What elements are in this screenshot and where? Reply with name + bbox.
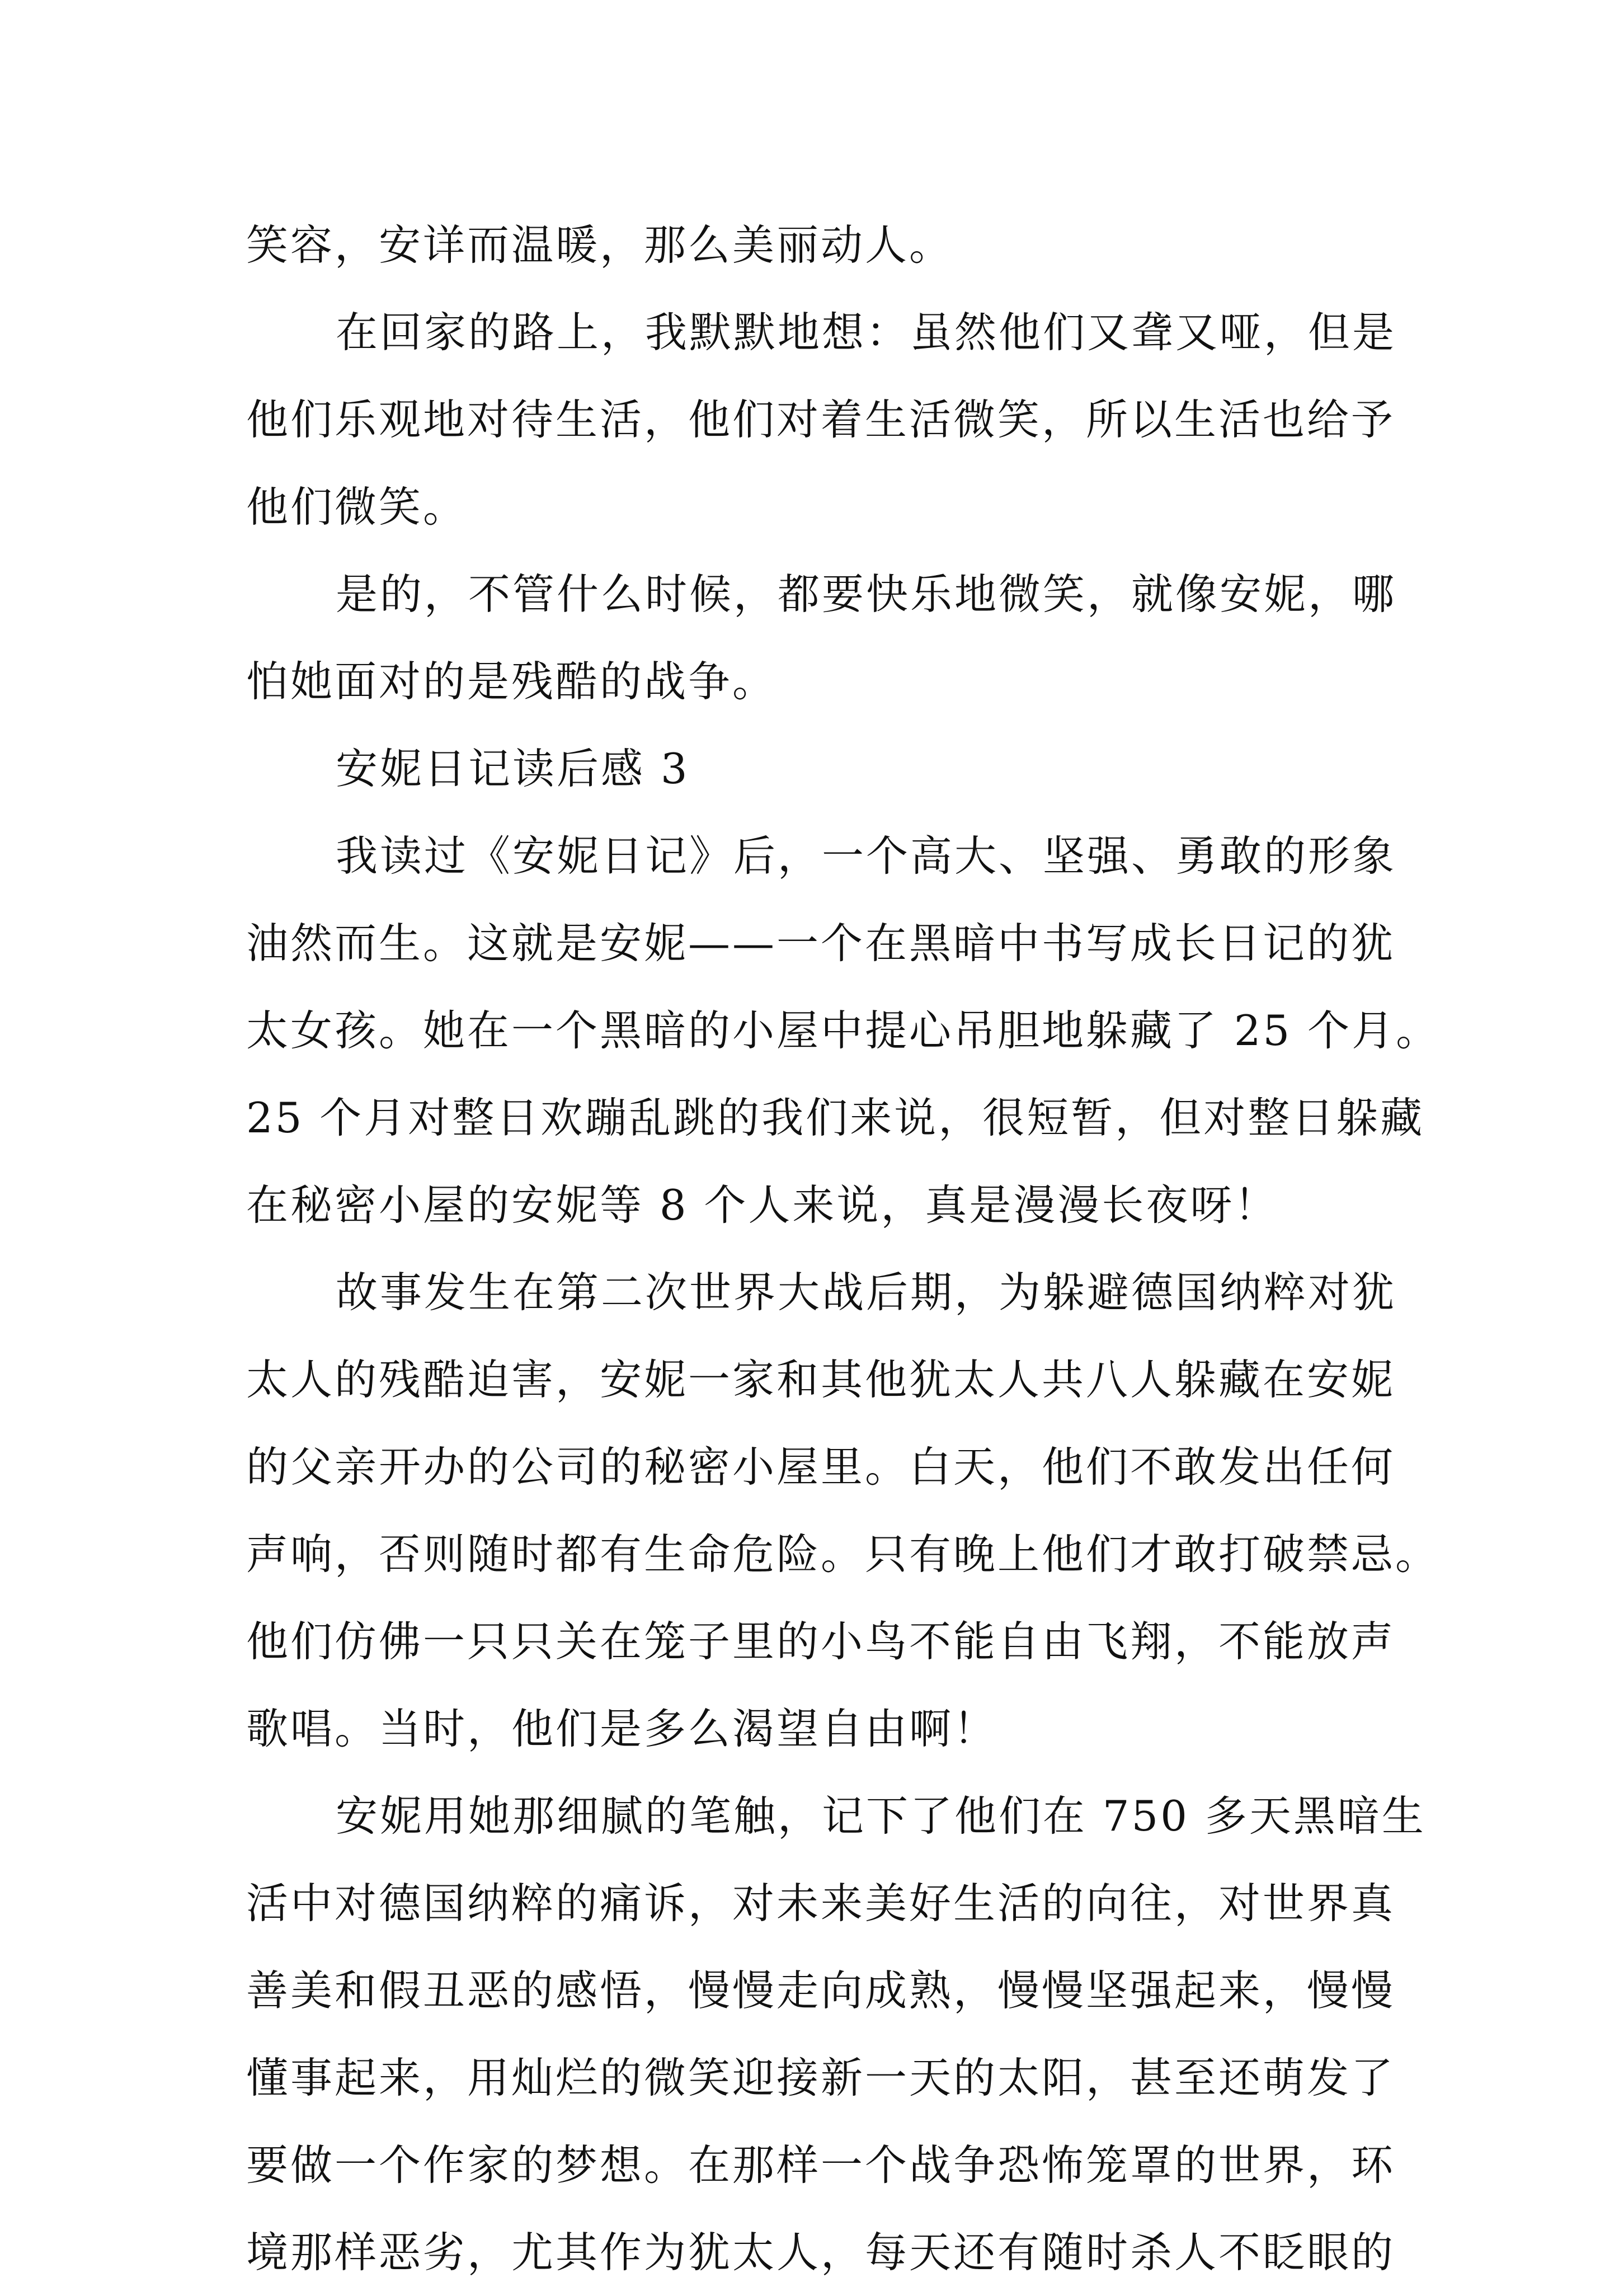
text-line: 他们微笑。 <box>246 482 468 531</box>
text-line: 歌唱。当时，他们是多么渴望自由啊！ <box>246 1704 998 1753</box>
text-line: 他们乐观地对待生活，他们对着生活微笑，所以生活也给予 <box>246 395 1396 444</box>
document-body <box>246 201 1441 2296</box>
text-line: 是的，不管什么时候，都要快乐地微笑，就像安妮，哪 <box>336 570 1397 619</box>
text-line: 25 个月对整日欢蹦乱跳的我们来说，很短暂，但对整日躲藏 <box>246 1093 1425 1142</box>
text-line: 我读过《安妮日记》后，一个高大、坚强、勇敢的形象 <box>336 831 1397 881</box>
text-line: 在秘密小屋的安妮等 8 个人来说，真是漫漫长夜呀！ <box>246 1180 1279 1230</box>
text-line: 活中对德国纳粹的痛诉，对未来美好生活的向往，对世界真 <box>246 1879 1396 1928</box>
text-line: 太人的残酷迫害，安妮一家和其他犹太人共八人躲藏在安妮 <box>246 1355 1396 1404</box>
text-line: 的父亲开办的公司的秘密小屋里。白天，他们不敢发出任何 <box>246 1442 1396 1492</box>
text-line: 怕她面对的是残酷的战争。 <box>246 657 777 706</box>
text-line: 要做一个作家的梦想。在那样一个战争恐怖笼罩的世界，环 <box>246 2140 1396 2190</box>
text-line: 善美和假丑恶的感悟，慢慢走向成熟，慢慢坚强起来，慢慢 <box>246 1966 1396 2015</box>
text-line: 声响，否则随时都有生命危险。只有晚上他们才敢打破禁忌。 <box>246 1530 1440 1579</box>
section-heading: 安妮日记读后感 3 <box>336 744 690 793</box>
text-line: 境那样恶劣，尤其作为犹太人，每天还有随时杀人不眨眼的 <box>246 2228 1396 2277</box>
text-line: 油然而生。这就是安妮——一个在黑暗中书写成长日记的犹 <box>246 919 1396 968</box>
text-line: 懂事起来，用灿烂的微笑迎接新一天的太阳，甚至还萌发了 <box>246 2053 1396 2102</box>
text-line: 笑容，安详而温暖，那么美丽动人。 <box>246 220 954 270</box>
text-line: 故事发生在第二次世界大战后期，为躲避德国纳粹对犹 <box>336 1268 1397 1317</box>
text-line: 他们仿佛一只只关在笼子里的小鸟不能自由飞翔，不能放声 <box>246 1617 1396 1666</box>
text-line: 安妮用她那细腻的笔触，记下了他们在 750 多天黑暗生 <box>336 1791 1426 1841</box>
text-line: 太女孩。她在一个黑暗的小屋中提心吊胆地躲藏了 25 个月。 <box>246 1006 1441 1055</box>
text-line: 在回家的路上，我默默地想：虽然他们又聋又哑，但是 <box>336 308 1397 357</box>
